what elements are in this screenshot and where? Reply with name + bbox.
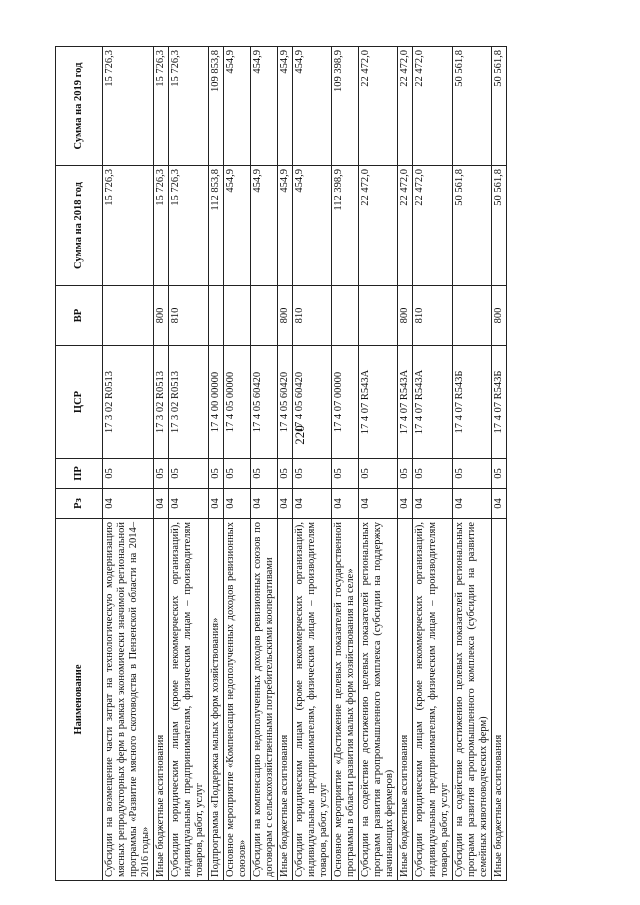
cell-sum-2019: 15 726,3 [154, 47, 169, 166]
cell-sum-2018: 454,9 [223, 166, 250, 286]
cell-csr: 17 4 07 R543Б [491, 346, 506, 459]
cell-pr: 05 [292, 459, 331, 489]
cell-sum-2018: 112 398,9 [332, 166, 359, 286]
cell-sum-2018: 112 853,8 [208, 166, 223, 286]
table-row [491, 47, 506, 881]
cell-name: Подпрограмма «Поддержка малых форм хозяйствования» [208, 519, 223, 881]
cell-vr: 800 [154, 286, 169, 346]
table-row [169, 47, 208, 881]
cell-name: Субсидии юридическим лицам (кроме некоммерческих организаций), индивидуальным предпринимателям, физическим лицам – производителям товаров, работ, услуг [292, 519, 331, 881]
cell-name: Субсидии на возмещение части затрат на технологическую модернизацию мясных репродукторных ферм в рамках экономически значимой региональной программы «Развитие мясного скотоводства в Пензенской области на 2014–2016 годы» [103, 519, 154, 881]
header-pr: ПР [56, 459, 103, 489]
cell-pr: 05 [154, 459, 169, 489]
table-row [223, 47, 250, 881]
cell-vr [452, 286, 491, 346]
cell-csr: 17 4 05 00000 [223, 346, 250, 459]
cell-name: Субсидии юридическим лицам (кроме некоммерческих организаций), индивидуальным предпринимателям, физическим лицам – производителям товаров, работ, услуг [169, 519, 208, 881]
header-sum-2018: Сумма на 2018 год [56, 166, 103, 286]
cell-sum-2019: 454,9 [277, 47, 292, 166]
table-row [398, 47, 413, 881]
cell-csr: 17 4 07 R543А [413, 346, 452, 459]
cell-csr: 17 4 07 R543Б [452, 346, 491, 459]
cell-rz: 04 [154, 489, 169, 519]
table-row [359, 47, 398, 881]
cell-csr: 17 4 07 R543А [398, 346, 413, 459]
cell-sum-2019: 15 726,3 [103, 47, 154, 166]
cell-vr [223, 286, 250, 346]
page-number: 220 [292, 425, 307, 445]
cell-vr [250, 286, 277, 346]
table-header-row [56, 47, 103, 881]
cell-vr [359, 286, 398, 346]
cell-name: Субсидии на содействие достижению целевых показателей региональных программ развития агропромышленного комплекса (субсидии на поддержку начинающих фермеров) [359, 519, 398, 881]
cell-sum-2018: 15 726,3 [154, 166, 169, 286]
header-name: Наименование [56, 519, 103, 881]
cell-sum-2019: 22 472,0 [398, 47, 413, 166]
cell-rz: 04 [452, 489, 491, 519]
cell-csr: 17 3 02 R0513 [103, 346, 154, 459]
table-body [103, 47, 507, 881]
cell-sum-2018: 22 472,0 [359, 166, 398, 286]
cell-name: Иные бюджетные ассигнования [277, 519, 292, 881]
cell-csr: 17 4 05 60420 [277, 346, 292, 459]
header-sum-2019: Сумма на 2019 год [56, 47, 103, 166]
cell-sum-2019: 109 398,9 [332, 47, 359, 166]
cell-pr: 05 [398, 459, 413, 489]
cell-vr: 800 [491, 286, 506, 346]
cell-sum-2019: 109 853,8 [208, 47, 223, 166]
table-row [154, 47, 169, 881]
cell-rz: 04 [491, 489, 506, 519]
cell-sum-2019: 22 472,0 [413, 47, 452, 166]
cell-sum-2019: 15 726,3 [169, 47, 208, 166]
cell-name: Иные бюджетные ассигнования [154, 519, 169, 881]
cell-csr: 17 4 05 60420 [250, 346, 277, 459]
table-row [250, 47, 277, 881]
table-row [332, 47, 359, 881]
cell-rz: 04 [413, 489, 452, 519]
cell-pr: 05 [223, 459, 250, 489]
cell-vr: 810 [292, 286, 331, 346]
cell-rz: 04 [250, 489, 277, 519]
cell-sum-2019: 454,9 [292, 47, 331, 166]
cell-csr: 17 4 00 00000 [208, 346, 223, 459]
header-vr: ВР [56, 286, 103, 346]
cell-sum-2018: 50 561,8 [452, 166, 491, 286]
cell-pr: 05 [452, 459, 491, 489]
cell-rz: 04 [169, 489, 208, 519]
cell-sum-2019: 50 561,8 [491, 47, 506, 166]
cell-pr: 05 [103, 459, 154, 489]
cell-pr: 05 [208, 459, 223, 489]
cell-csr: 17 4 07 R543А [359, 346, 398, 459]
cell-sum-2018: 50 561,8 [491, 166, 506, 286]
cell-rz: 04 [359, 489, 398, 519]
table-row [103, 47, 154, 881]
cell-sum-2019: 22 472,0 [359, 47, 398, 166]
cell-csr: 17 3 02 R0513 [154, 346, 169, 459]
cell-vr: 810 [169, 286, 208, 346]
cell-csr: 17 4 05 60420 [292, 346, 331, 459]
cell-rz: 04 [223, 489, 250, 519]
cell-sum-2018: 454,9 [250, 166, 277, 286]
cell-pr: 05 [250, 459, 277, 489]
cell-rz: 04 [277, 489, 292, 519]
cell-pr: 05 [277, 459, 292, 489]
table-row [452, 47, 491, 881]
cell-name: Субсидии на содействие достижению целевых показателей региональных программ развития агропромышленного комплекса (субсидии на развитие семейных животноводческих ферм) [452, 519, 491, 881]
cell-name: Основное мероприятие «Достижение целевых показателей государственной программы в области развития малых форм хозяйствования на селе» [332, 519, 359, 881]
table-row [277, 47, 292, 881]
table-row [413, 47, 452, 881]
cell-sum-2018: 22 472,0 [398, 166, 413, 286]
cell-vr: 800 [277, 286, 292, 346]
cell-vr [208, 286, 223, 346]
cell-sum-2019: 454,9 [223, 47, 250, 166]
cell-pr: 05 [413, 459, 452, 489]
cell-rz: 04 [208, 489, 223, 519]
header-csr: ЦСР [56, 346, 103, 459]
cell-csr: 17 4 07 00000 [332, 346, 359, 459]
cell-sum-2018: 454,9 [292, 166, 331, 286]
cell-pr: 05 [359, 459, 398, 489]
cell-pr: 05 [169, 459, 208, 489]
cell-sum-2018: 22 472,0 [413, 166, 452, 286]
budget-table [55, 46, 507, 881]
rotated-page-content [55, 47, 546, 881]
cell-rz: 04 [292, 489, 331, 519]
cell-vr [332, 286, 359, 346]
cell-rz: 04 [332, 489, 359, 519]
cell-sum-2018: 454,9 [277, 166, 292, 286]
cell-sum-2019: 50 561,8 [452, 47, 491, 166]
cell-sum-2019: 454,9 [250, 47, 277, 166]
cell-name: Иные бюджетные ассигнования [398, 519, 413, 881]
table-row [292, 47, 331, 881]
cell-vr: 810 [413, 286, 452, 346]
cell-rz: 04 [103, 489, 154, 519]
cell-rz: 04 [398, 489, 413, 519]
cell-sum-2018: 15 726,3 [169, 166, 208, 286]
cell-name: Иные бюджетные ассигнования [491, 519, 506, 881]
cell-name: Субсидии на компенсацию недополученных доходов ревизионных союзов по договорам с сельскохозяйственными потребительскими кооперативами [250, 519, 277, 881]
table-row [208, 47, 223, 881]
cell-vr [103, 286, 154, 346]
header-rz: Рз [56, 489, 103, 519]
cell-vr: 800 [398, 286, 413, 346]
cell-pr: 05 [491, 459, 506, 489]
cell-name: Субсидии юридическим лицам (кроме некоммерческих организаций), индивидуальным предпринимателям, физическим лицам – производителям товаров, работ, услуг [413, 519, 452, 881]
cell-name: Основное мероприятие «Компенсация недополученных доходов ревизионных союзов» [223, 519, 250, 881]
cell-sum-2018: 15 726,3 [103, 166, 154, 286]
cell-csr: 17 3 02 R0513 [169, 346, 208, 459]
cell-pr: 05 [332, 459, 359, 489]
